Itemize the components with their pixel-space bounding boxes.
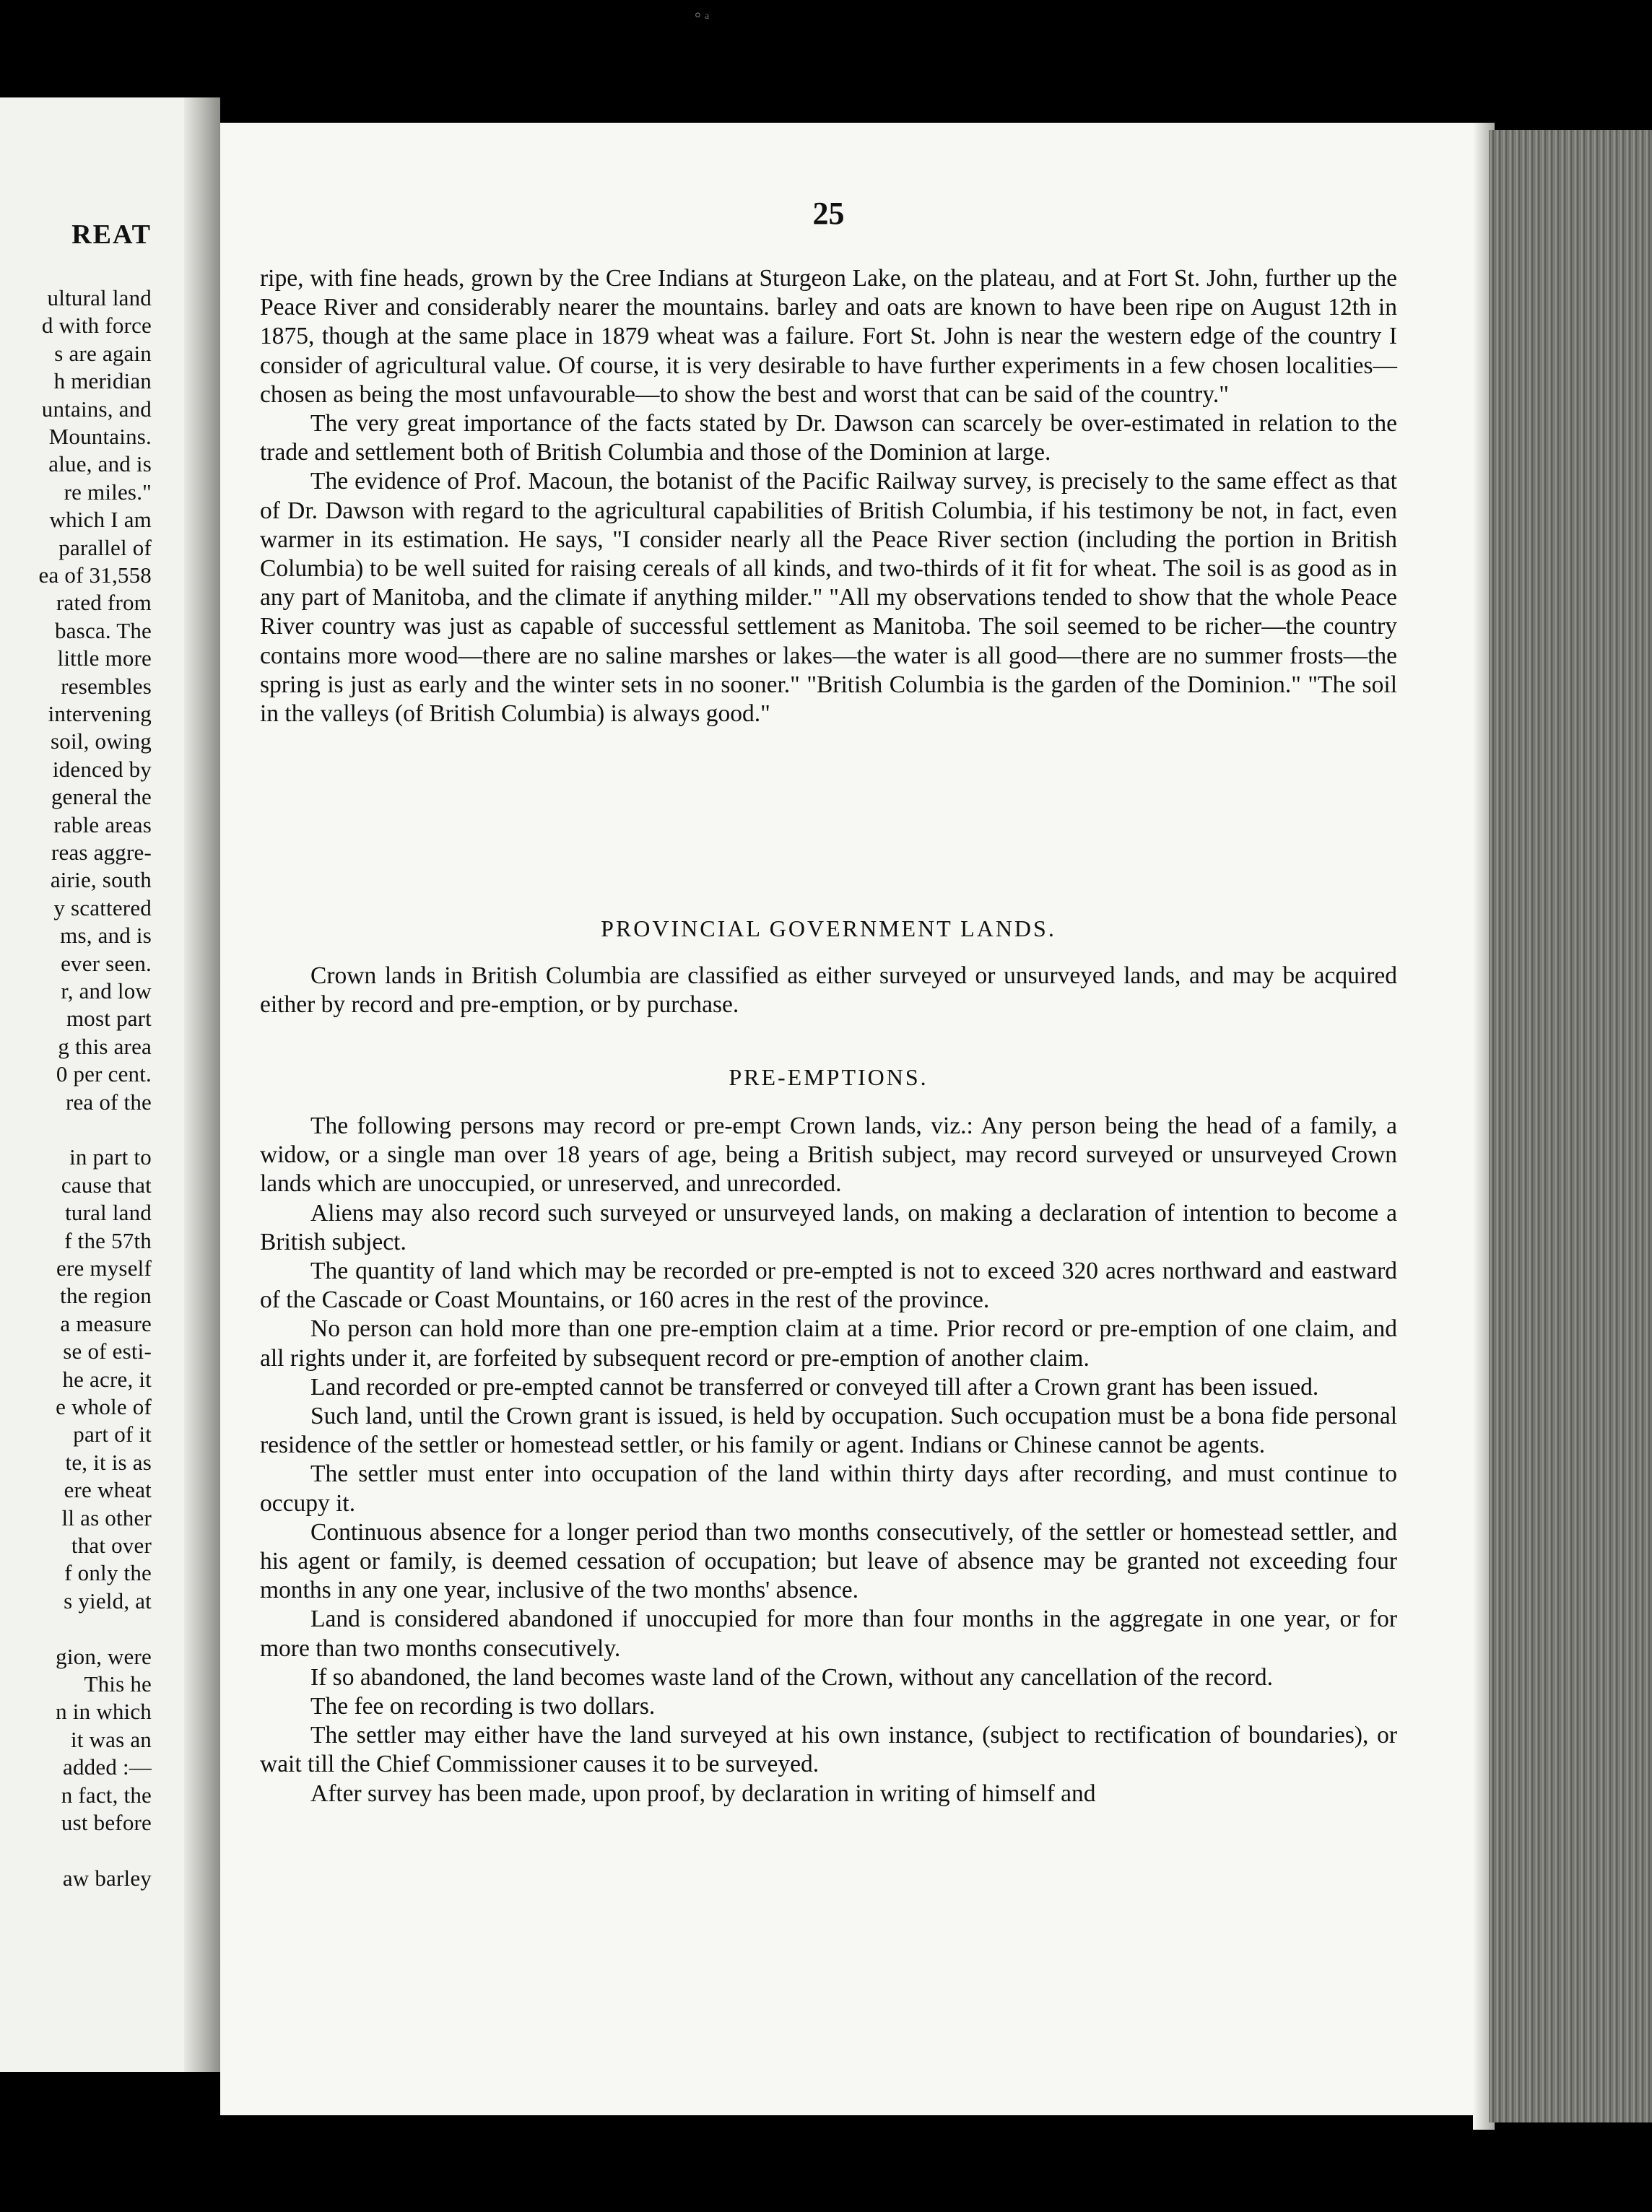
left-page-line: ea of 31,558 xyxy=(38,562,152,588)
left-page-line: s yield, at xyxy=(64,1588,152,1614)
book-page-edges xyxy=(1489,130,1652,2122)
left-page-line: te, it is as xyxy=(65,1449,152,1475)
left-page-line: ere wheat xyxy=(64,1477,152,1503)
left-page-line: rable areas xyxy=(53,811,152,837)
paragraph: No person can hold more than one pre-emption claim at a time. Prior record or pre-emption of one claim, and all rights under it, are forfeited by subsequent record or pre-emption of another claim. xyxy=(260,1315,1397,1372)
paragraph: Such land, until the Crown grant is issued, is held by occupation. Such occupation must be a bona fide personal residence of the settler or homestead settler, or his family or agent. Indians or Chinese cannot be agents. xyxy=(260,1403,1397,1459)
left-page-line: parallel of xyxy=(58,534,152,560)
paragraph: The very great importance of the facts stated by Dr. Dawson can scarcely be over-estimated in relation to the trade and settlement both of British Columbia and those of the Dominion at large. xyxy=(260,410,1397,466)
left-page-line: most part xyxy=(66,1006,152,1032)
paragraph: After survey has been made, upon proof, by declaration in writing of himself and xyxy=(310,1780,1096,1807)
book-gutter xyxy=(184,97,220,2072)
left-page-line: intervening xyxy=(48,701,152,726)
left-page-line: reas aggre- xyxy=(51,840,152,865)
left-page-line: aw barley xyxy=(62,1865,152,1891)
left-page-line: it was an xyxy=(71,1726,152,1752)
paragraph: If so abandoned, the land becomes waste land of the Crown, without any cancellation of the record. xyxy=(310,1663,1274,1691)
text-block-preemptions xyxy=(260,1112,1397,1808)
left-page-line: h meridian xyxy=(53,368,152,394)
paragraph: The following persons may record or pre-empt Crown lands, viz.: Any person being the head of a family, a widow, or a single man over 18 years of age, being a British subject, may record surveyed or unsurveyed Crown lands which are unoccupied, or unreserved, and unrecorded. xyxy=(260,1112,1397,1198)
left-page-line: cause that xyxy=(61,1172,152,1198)
paragraph: Crown lands in British Columbia are classified as either surveyed or unsurveyed lands, and may be acquired either by record and pre-emption, or by purchase. xyxy=(260,962,1397,1019)
left-page-line: he acre, it xyxy=(62,1366,152,1392)
left-page-line: ultural land xyxy=(47,285,152,310)
section-heading-preemptions: PRE-EMPTIONS. xyxy=(729,1064,929,1090)
left-page-line: that over xyxy=(71,1533,152,1558)
paragraph: Continuous absence for a longer period than two months consecutively, of the settler or homestead settler, and his agent or family, is deemed cessation of occupation; but leave of absence may be granted not exceeding four months in any one year, inclusive of the two months' absence. xyxy=(260,1518,1397,1604)
text-block-top xyxy=(260,264,1397,728)
left-page-line: se of esti- xyxy=(63,1338,152,1364)
left-page-line: ere myself xyxy=(56,1255,152,1281)
left-page-line: the region xyxy=(60,1283,152,1309)
paragraph: The quantity of land which may be recorded or pre-empted is not to exceed 320 acres northward and eastward of the Cascade or Coast Mountains, or 160 acres in the rest of the province. xyxy=(260,1258,1397,1314)
paragraph: The settler may either have the land surveyed at his own instance, (subject to rectification of boundaries), or wait till the Chief Commissioner causes it to be surveyed. xyxy=(260,1722,1397,1778)
left-page-line: f only the xyxy=(64,1560,152,1586)
left-page xyxy=(0,97,202,2072)
left-page-line: basca. The xyxy=(55,617,152,643)
left-page-line: ms, and is xyxy=(60,923,152,949)
left-page-line: rea of the xyxy=(65,1089,152,1115)
left-page-line: airie, south xyxy=(50,867,152,893)
page-number: 25 xyxy=(812,196,845,231)
left-page-line: untains, and xyxy=(41,396,152,422)
section-heading-provincial: PROVINCIAL GOVERNMENT LANDS. xyxy=(601,915,1056,941)
left-page-line: soil, owing xyxy=(51,728,152,754)
paragraph: Land recorded or pre-empted cannot be transferred or conveyed till after a Crown grant has been issued. xyxy=(310,1373,1319,1401)
left-page-line: part of it xyxy=(73,1421,152,1447)
text-block-provincial xyxy=(260,962,1397,1019)
left-page-line: re miles." xyxy=(64,479,152,505)
left-page-line: resembles xyxy=(61,673,152,699)
left-page-line: e whole of xyxy=(56,1394,152,1419)
left-page-line: added :— xyxy=(63,1754,152,1780)
top-marks: ° ᵃ xyxy=(695,9,710,27)
left-page-line: d with force xyxy=(41,313,152,339)
paragraph: The evidence of Prof. Macoun, the botanist of the Pacific Railway survey, is precisely to the same effect as that of Dr. Dawson with regard to the agricultural capabilities of British Columbia, if his testimony be not, in fact, even warmer in its estimation. He says, "I consider nearly all the Peace River section (including the portion in British Columbia) to be well suited for raising cereals of all kinds, and two-thirds of it fit for wheat. The soil is as good as in any part of Manitoba, and the climate if anything milder." "All my observations tended to show that the whole Peace River country was just as capable of successful settlement as Manitoba. The soil seemed to be richer—the country contains more wood—there are no saline marshes or lakes—the water is all good—there are no summer frosts—the spring is just as early and the winter sets in no sooner." "British Columbia is the garden of the Dominion." "The soil in the valleys (of British Columbia) is always good." xyxy=(260,468,1397,728)
left-page-line: rated from xyxy=(56,590,152,616)
left-page-line: y scattered xyxy=(53,894,152,920)
left-page-line: little more xyxy=(57,645,152,671)
left-page-line: n fact, the xyxy=(61,1782,152,1808)
left-page-line: in part to xyxy=(69,1144,152,1170)
left-page-line: This he xyxy=(84,1671,152,1697)
left-page-line: ust before xyxy=(61,1810,152,1835)
paragraph: Aliens may also record such surveyed or unsurveyed lands, on making a declaration of intention to become a British subject. xyxy=(260,1199,1397,1255)
left-page-line: Mountains. xyxy=(48,424,152,449)
left-page-line: alue, and is xyxy=(48,451,152,477)
left-page-heading: REAT xyxy=(71,219,152,250)
left-page-line: tural land xyxy=(65,1200,152,1226)
left-page-line: f the 57th xyxy=(64,1227,152,1253)
left-page-line: s are again xyxy=(54,340,152,366)
left-page-line: general the xyxy=(51,784,152,810)
left-page-line: r, and low xyxy=(61,978,152,1003)
left-page-line: 0 per cent. xyxy=(56,1061,152,1087)
main-page xyxy=(220,123,1491,2115)
left-page-line: n in which xyxy=(56,1699,152,1725)
paragraph: The fee on recording is two dollars. xyxy=(310,1693,656,1720)
left-page-line: ll as other xyxy=(61,1505,152,1530)
paragraph: The settler must enter into occupation of the land within thirty days after recording, and must continue to occupy it. xyxy=(260,1460,1397,1517)
left-page-line: g this area xyxy=(58,1033,152,1059)
left-page-line: idenced by xyxy=(52,756,152,782)
left-page-line: gion, were xyxy=(56,1643,152,1669)
paragraph: Land is considered abandoned if unoccupied for more than four months in the aggregate in one year, or for more than two months consecutively. xyxy=(260,1606,1397,1662)
left-page-line: ever seen. xyxy=(61,950,152,976)
left-page-line: a measure xyxy=(60,1310,152,1336)
paragraph: ripe, with fine heads, grown by the Cree Indians at Sturgeon Lake, on the plateau, and at Fort St. John, further up the Peace River and considerably nearer the mountains. barley and oats are known to have been ripe on August 12th in 1875, though at the same place in 1879 wheat was a failure. Fort St. John is near the western edge of the country I consider of agricultural value. Of course, it is very desirable to have further experiments in a few chosen localities—chosen as being the most unfavourable—to show the best and worst that can be said of the country." xyxy=(260,265,1397,408)
left-page-line: which I am xyxy=(49,507,152,533)
